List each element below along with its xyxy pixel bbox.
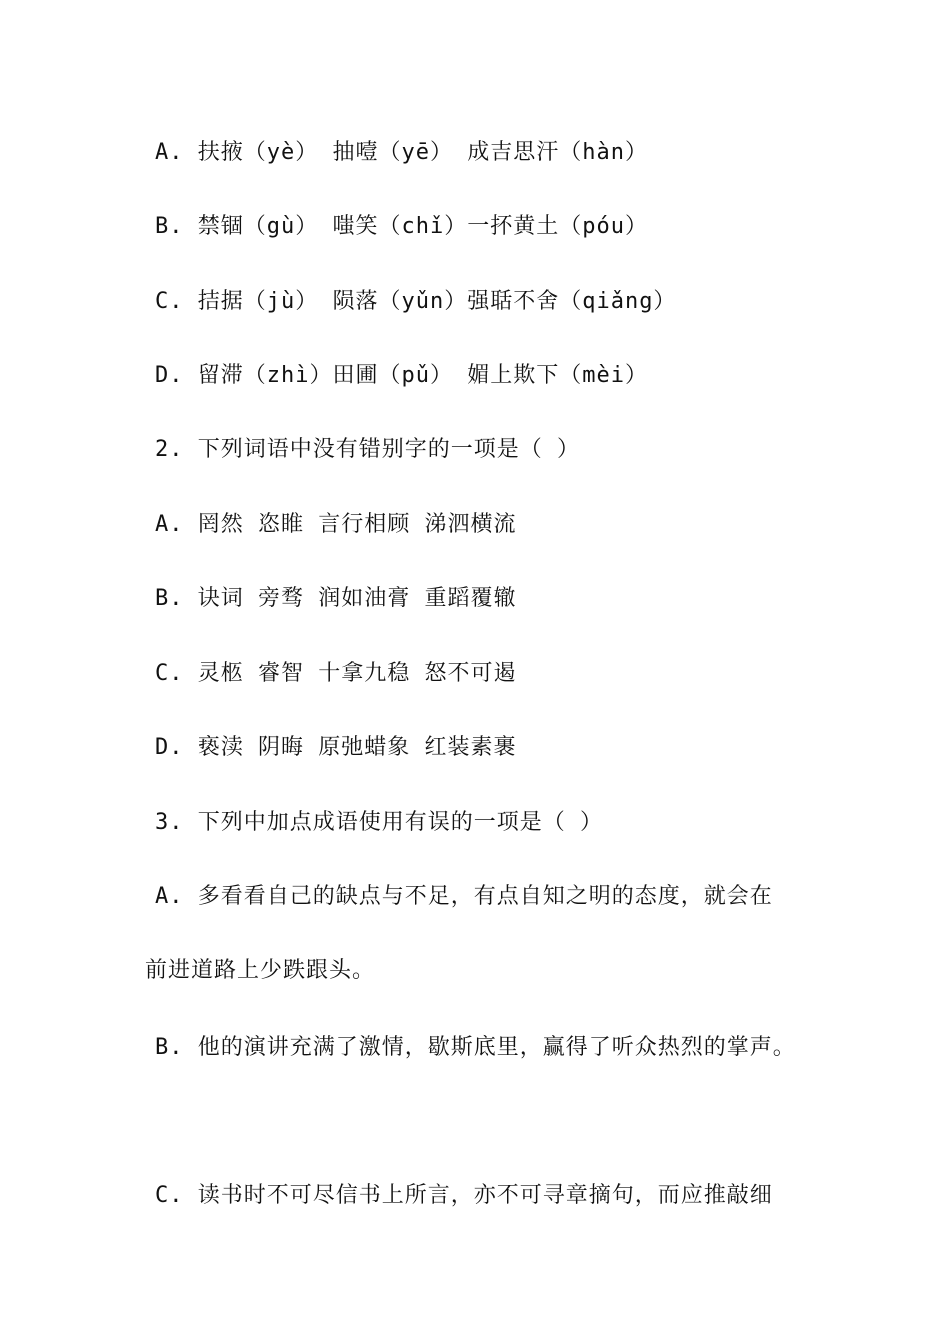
question-2-option-d: D. 亵渎 阴晦 原弛蜡象 红装素裹 (155, 735, 517, 760)
question-3-option-a: A. 多看看自己的缺点与不足，有点自知之明的态度，就会在 (155, 884, 773, 909)
question-3-stem: 3. 下列中加点成语使用有误的一项是（ ） (155, 810, 603, 835)
question-1-option-b: B. 禁锢（gù） 嗤笑（chǐ）一抔黄土（póu） (155, 214, 648, 239)
question-2-stem: 2. 下列词语中没有错别字的一项是（ ） (155, 437, 580, 462)
question-2-option-c: C. 灵柩 睿智 十拿九稳 怒不可遏 (155, 661, 517, 686)
question-1-option-d: D. 留滞（zhì）田圃（pǔ） 媚上欺下（mèi） (155, 363, 648, 388)
question-2-option-a: A. 罔然 恣睢 言行相顾 涕泗横流 (155, 512, 517, 537)
question-3-option-a-continued: 前进道路上少跌跟头。 (145, 958, 376, 983)
question-3-option-b: B. 他的演讲充满了激情，歇斯底里，赢得了听众热烈的掌声。 (155, 1035, 796, 1060)
question-3-option-c: C. 读书时不可尽信书上所言，亦不可寻章摘句，而应推敲细 (155, 1183, 773, 1208)
question-1-option-c: C. 拮据（jù） 陨落（yǔn）强聒不舍（qiǎng） (155, 289, 677, 314)
question-1-option-a: A. 扶掖（yè） 抽噎（yē） 成吉思汗（hàn） (155, 140, 648, 165)
question-2-option-b: B. 诀词 旁骛 润如油膏 重蹈覆辙 (155, 586, 517, 611)
